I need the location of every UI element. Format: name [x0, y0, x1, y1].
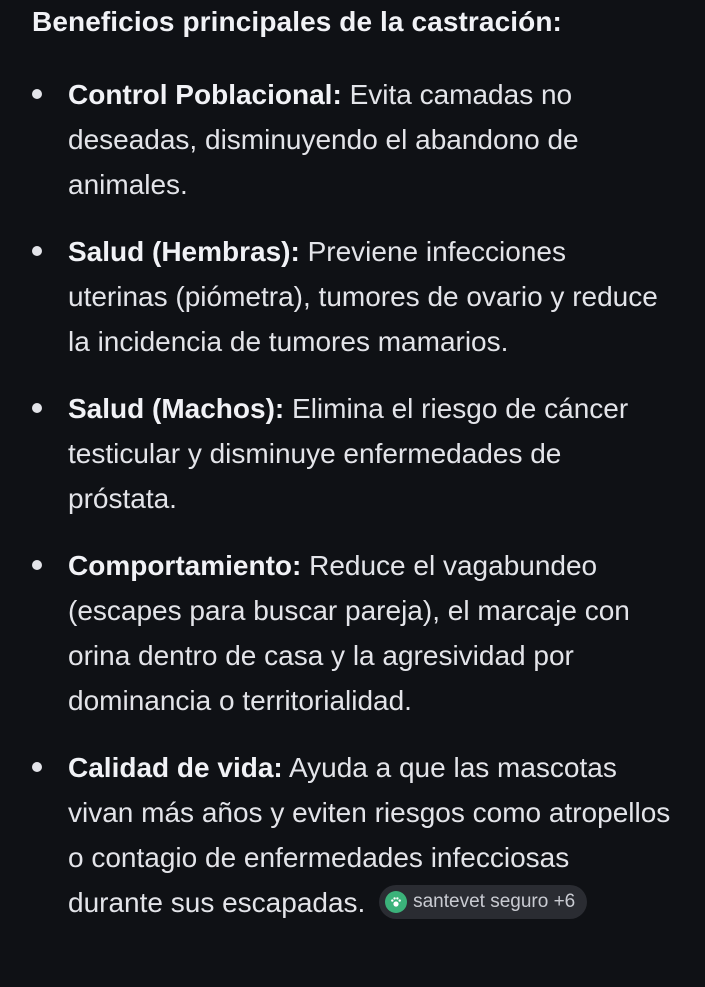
list-item-control-poblacional — [32, 72, 671, 207]
item-text: Reduce el vagabundeo (escapes para buscar pareja), el marcaje con orina dentro de casa y la agresividad por dominancia o territorialidad. — [68, 550, 630, 716]
bullet-icon — [32, 89, 42, 99]
bullet-icon — [32, 762, 42, 772]
list-item-salud-hembras — [32, 229, 671, 364]
list-item-calidad-de-vida — [32, 745, 671, 925]
bullet-icon — [32, 403, 42, 413]
item-term: Calidad de vida: — [68, 752, 283, 783]
section-heading: Beneficios principales de la castración: — [32, 6, 562, 37]
bullet-icon — [32, 246, 42, 256]
source-chip[interactable] — [379, 885, 587, 919]
source-chip-label: santevet seguro +6 — [413, 891, 576, 912]
item-term: Salud (Machos): — [68, 393, 285, 424]
paw-icon — [385, 891, 407, 913]
item-text: Elimina el riesgo de cáncer testicular y disminuye enfermedades de próstata. — [68, 393, 629, 514]
item-text: Ayuda a que las mascotas vivan más años y eviten riesgos como atropellos o contagio de enfermedades infecciosas durante sus escapadas. — [68, 752, 671, 918]
item-text: Evita camadas no deseadas, disminuyendo el abandono de animales. — [68, 79, 579, 200]
benefits-list — [32, 72, 671, 925]
item-term: Comportamiento: — [68, 550, 302, 581]
bullet-icon — [32, 560, 42, 570]
item-text: Previene infecciones uterinas (piómetra), tumores de ovario y reduce la incidencia de tumores mamarios. — [68, 236, 658, 357]
item-term: Control Poblacional: — [68, 79, 342, 110]
list-item-salud-machos — [32, 386, 671, 521]
item-term: Salud (Hembras): — [68, 236, 300, 267]
list-item-comportamiento — [32, 543, 671, 723]
